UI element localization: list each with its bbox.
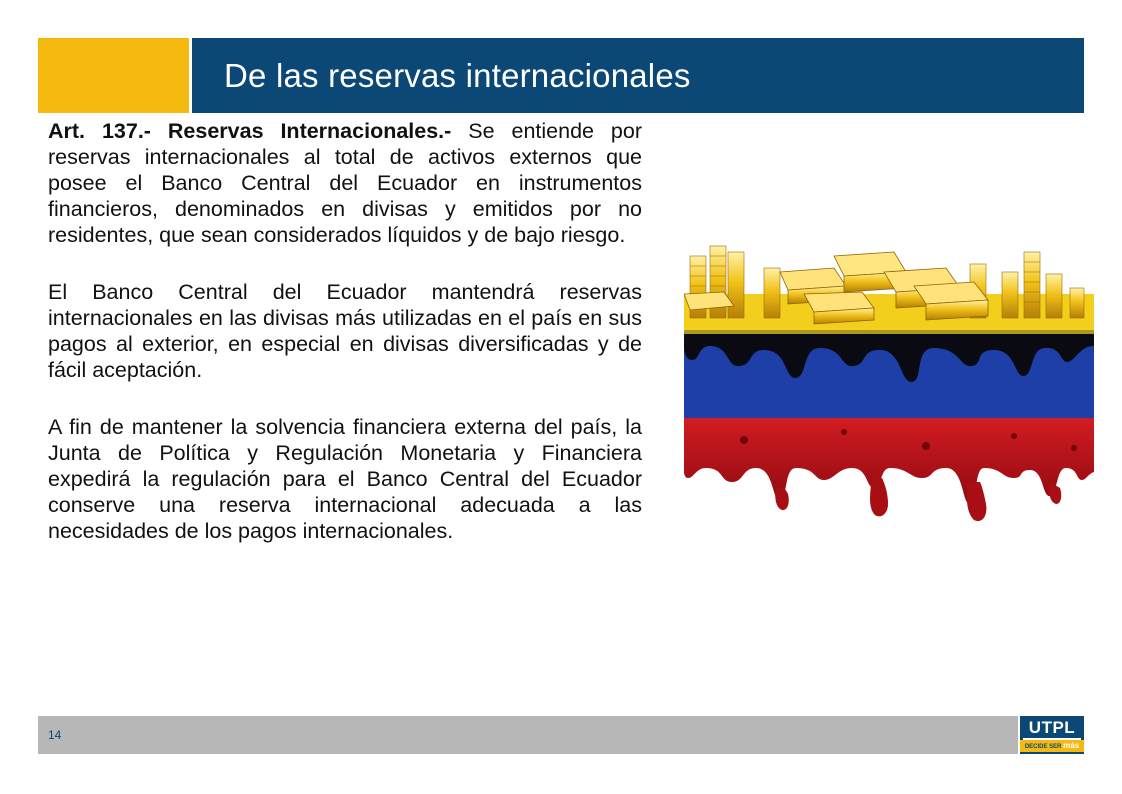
page-number: 14 — [48, 728, 62, 742]
logo-tagline — [1020, 740, 1084, 752]
gold-bars-dripping-flag-icon — [684, 242, 1094, 524]
logo-tagline-emphasis: más — [1063, 741, 1080, 750]
utpl-logo — [1020, 716, 1084, 754]
gold-flag-illustration — [684, 242, 1094, 524]
footer-bar — [38, 716, 1018, 754]
article-paragraph-2: El Banco Central del Ecuador mantendrá reservas internacionales en las divisas más utilizadas en el país en sus pagos al exterior, en especial en divisas diversificadas y de fácil aceptación. — [48, 280, 642, 382]
article-text — [48, 118, 642, 544]
article-heading: Art. 137.- Reservas Internacionales.- — [48, 119, 452, 143]
logo-tagline-prefix: DECIDE SER — [1024, 744, 1064, 750]
logo-wordmark: UTPL — [1028, 718, 1076, 737]
article-paragraph-1 — [48, 118, 642, 248]
article-paragraph-3: A fin de mantener la solvencia financiera externa del país, la Junta de Política y Regulación Monetaria y Financiera expedirá la regulación para el Banco Central del Ecuador conserve una reserva internacional adecuada a las necesidades de los pagos internacionales. — [48, 415, 642, 543]
header-accent-block — [38, 38, 189, 113]
article-paragraph-1-text: Se entiende por reservas internacionales al total de activos externos que posee el Banco Central del Ecuador en instrumentos financieros, denominados en divisas y emitidos por no residentes, que sean considerados líquidos y de bajo riesgo. — [48, 119, 642, 247]
slide-title: De las reservas internacionales — [224, 57, 691, 94]
